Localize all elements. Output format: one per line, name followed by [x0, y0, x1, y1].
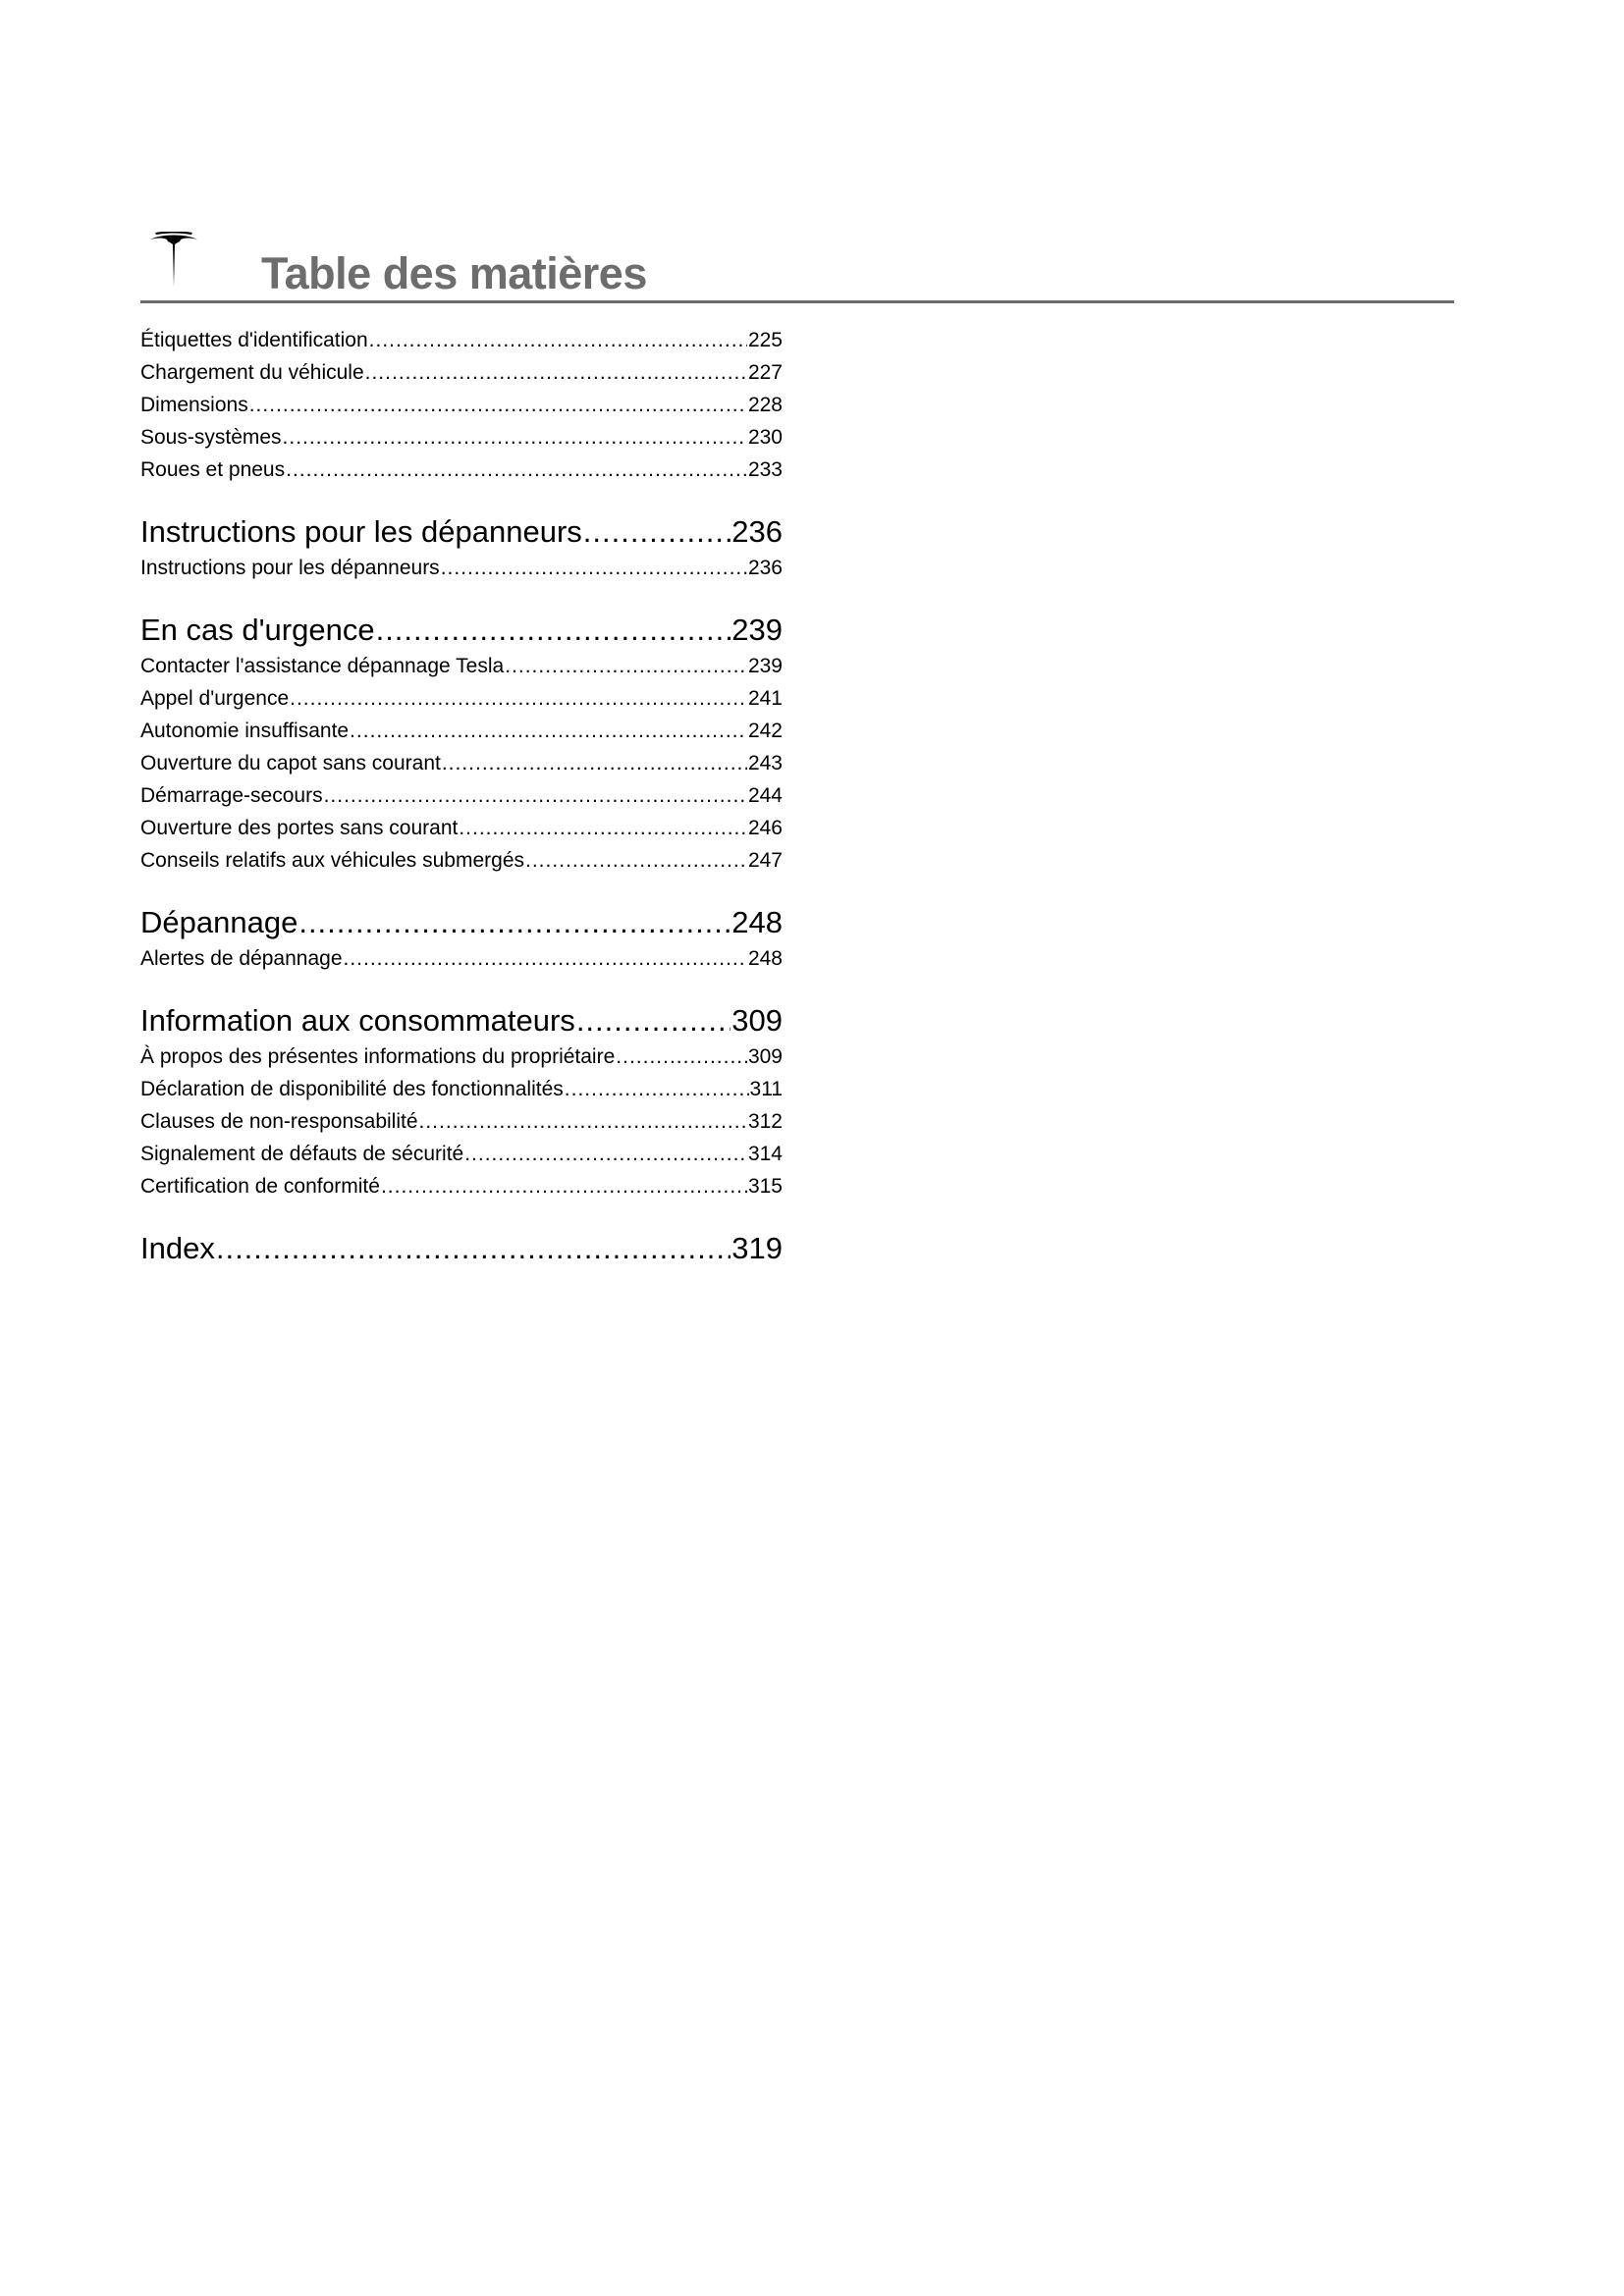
- toc-section: [140, 1001, 783, 1202]
- toc-entry-page-number: 246: [747, 817, 783, 839]
- dot-leader: [442, 747, 747, 779]
- toc-entry[interactable]: [140, 942, 783, 975]
- toc-chapter-page-number: 239: [731, 613, 783, 647]
- dot-leader: [583, 512, 731, 552]
- toc-entry-title: À propos des présentes informations du propriétaire: [140, 1045, 616, 1068]
- toc-chapter[interactable]: [140, 903, 783, 942]
- toc-chapter-title: Information aux consommateurs: [140, 1003, 575, 1038]
- toc-entry[interactable]: [140, 1073, 783, 1105]
- toc-entry-title: Appel d'urgence: [140, 687, 290, 710]
- dot-leader: [290, 682, 747, 715]
- dot-leader: [283, 421, 747, 454]
- dot-leader: [441, 552, 747, 584]
- toc-entry-title: Conseils relatifs aux véhicules submergés: [140, 849, 525, 872]
- toc-chapter[interactable]: [140, 611, 783, 650]
- toc-entry-title: Certification de conformité: [140, 1175, 380, 1198]
- toc-chapter[interactable]: [140, 1001, 783, 1041]
- toc-entry-page-number: 241: [747, 687, 783, 710]
- toc-chapter[interactable]: [140, 512, 783, 552]
- dot-leader: [376, 611, 731, 650]
- toc-chapter[interactable]: [140, 1229, 783, 1268]
- toc-entry-title: Contacter l'assistance dépannage Tesla: [140, 655, 505, 677]
- toc-entry-page-number: 242: [747, 720, 783, 742]
- toc-entry-page-number: 239: [747, 655, 783, 677]
- dot-leader: [576, 1001, 731, 1041]
- toc-chapter-page-number: 248: [731, 905, 783, 939]
- toc-entry[interactable]: [140, 682, 783, 715]
- dot-leader: [344, 942, 747, 975]
- toc-entry[interactable]: [140, 1041, 783, 1073]
- tesla-logo-icon: [149, 232, 198, 289]
- dot-leader: [324, 779, 747, 812]
- toc-section: [140, 1229, 783, 1268]
- toc-chapter-page-number: 319: [731, 1231, 783, 1265]
- toc-entry[interactable]: [140, 552, 783, 584]
- toc-entry-page-number: 312: [747, 1110, 783, 1133]
- toc-entry-page-number: 227: [747, 361, 783, 384]
- toc-entry-title: Autonomie insuffisante: [140, 720, 350, 742]
- toc-chapter-title: Index: [140, 1231, 215, 1265]
- toc-entry[interactable]: [140, 356, 783, 389]
- dot-leader: [350, 715, 747, 747]
- toc-entry-page-number: 315: [747, 1175, 783, 1198]
- toc-entry[interactable]: [140, 421, 783, 454]
- toc-entry[interactable]: [140, 324, 783, 356]
- toc-entry[interactable]: [140, 389, 783, 421]
- toc-entry-title: Étiquettes d'identification: [140, 329, 368, 351]
- toc-entry-page-number: 247: [747, 849, 783, 872]
- toc-chapter-page-number: 236: [731, 514, 783, 549]
- toc-entry-page-number: 248: [747, 947, 783, 970]
- toc-entry-title: Instructions pour les dépanneurs: [140, 557, 440, 579]
- toc-entry-page-number: 314: [747, 1143, 783, 1165]
- toc-entry-title: Roues et pneus: [140, 458, 286, 481]
- toc-entry-title: Ouverture des portes sans courant: [140, 817, 459, 839]
- page-title: Table des matières: [261, 248, 647, 298]
- dot-leader: [298, 903, 731, 942]
- toc-entry[interactable]: [140, 1138, 783, 1170]
- toc-entry[interactable]: [140, 844, 783, 877]
- toc-entry-title: Chargement du véhicule: [140, 361, 364, 384]
- toc-chapter-title: Dépannage: [140, 905, 298, 939]
- dot-leader: [365, 356, 747, 389]
- toc-entry-page-number: 233: [747, 458, 783, 481]
- toc-chapter-title: En cas d'urgence: [140, 613, 375, 647]
- toc-entry[interactable]: [140, 1170, 783, 1202]
- dot-leader: [505, 650, 747, 682]
- dot-leader: [525, 844, 747, 877]
- dot-leader: [419, 1105, 747, 1138]
- dot-leader: [286, 454, 747, 486]
- toc-entry-title: Démarrage-secours: [140, 784, 323, 807]
- toc-entry-title: Dimensions: [140, 394, 248, 416]
- toc-section: [140, 324, 783, 486]
- toc-entry-title: Clauses de non-responsabilité: [140, 1110, 418, 1133]
- toc-entry-title: Signalement de défauts de sécurité: [140, 1143, 464, 1165]
- toc-entry-page-number: 311: [749, 1078, 783, 1100]
- toc-entry-page-number: 244: [747, 784, 783, 807]
- toc-entry[interactable]: [140, 812, 783, 844]
- page-header: [140, 226, 1454, 303]
- toc-entry[interactable]: [140, 715, 783, 747]
- toc-entry[interactable]: [140, 747, 783, 779]
- toc-entry-title: Sous-systèmes: [140, 426, 282, 449]
- dot-leader: [464, 1138, 747, 1170]
- toc-entry-page-number: 225: [747, 329, 783, 351]
- toc-entry-page-number: 243: [747, 752, 783, 774]
- toc-section: [140, 512, 783, 584]
- toc-entry[interactable]: [140, 1105, 783, 1138]
- dot-leader: [616, 1041, 747, 1073]
- toc-entry-page-number: 309: [747, 1045, 783, 1068]
- dot-leader: [249, 389, 747, 421]
- toc-chapter-title: Instructions pour les dépanneurs: [140, 514, 582, 549]
- toc-entry-page-number: 230: [747, 426, 783, 449]
- toc-entry-title: Déclaration de disponibilité des fonctionnalités: [140, 1078, 564, 1100]
- toc-entry-title: Alertes de dépannage: [140, 947, 343, 970]
- table-of-contents: [140, 324, 783, 1268]
- dot-leader: [565, 1073, 749, 1105]
- toc-entry[interactable]: [140, 779, 783, 812]
- toc-entry-page-number: 228: [747, 394, 783, 416]
- dot-leader: [216, 1229, 731, 1268]
- toc-chapter-page-number: 309: [731, 1003, 783, 1038]
- dot-leader: [369, 324, 747, 356]
- toc-entry[interactable]: [140, 454, 783, 486]
- toc-section: [140, 611, 783, 877]
- dot-leader: [459, 812, 747, 844]
- toc-entry[interactable]: [140, 650, 783, 682]
- dot-leader: [381, 1170, 747, 1202]
- toc-entry-title: Ouverture du capot sans courant: [140, 752, 441, 774]
- toc-entry-page-number: 236: [747, 557, 783, 579]
- toc-section: [140, 903, 783, 975]
